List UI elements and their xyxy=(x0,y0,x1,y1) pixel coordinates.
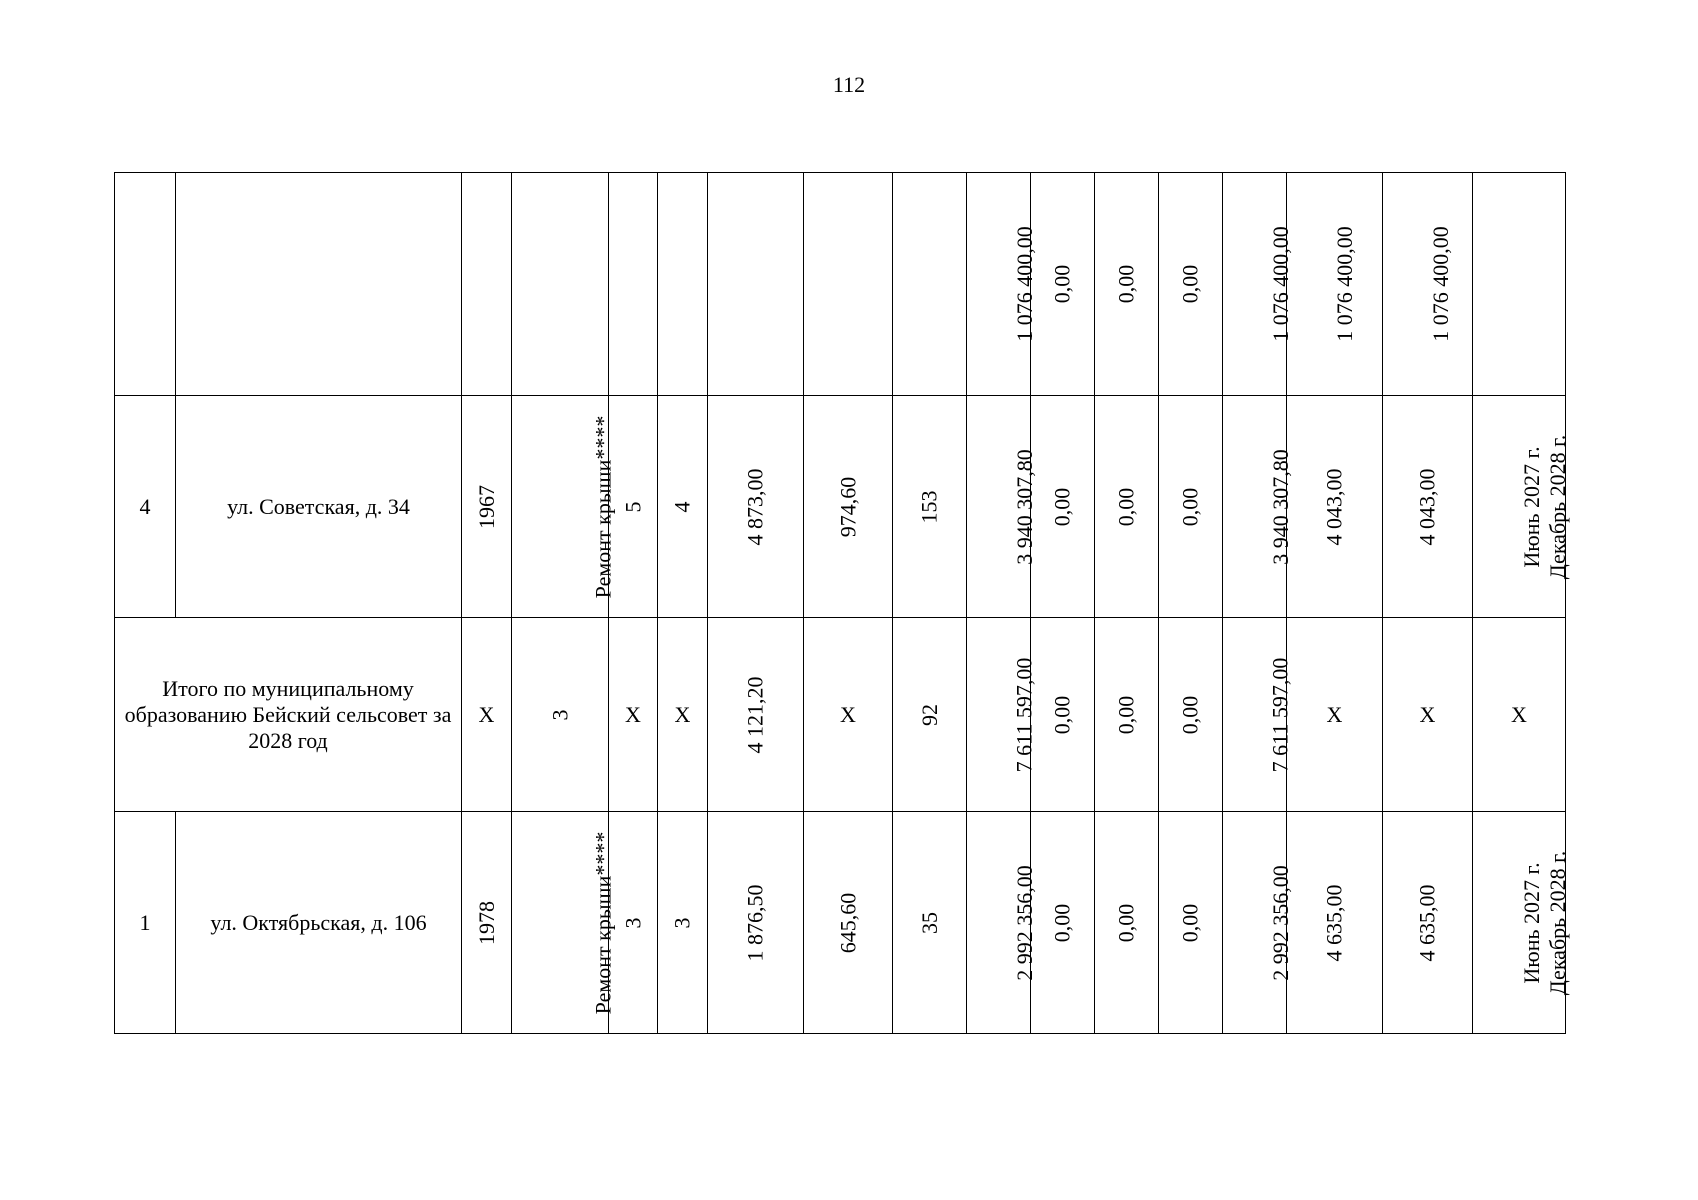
cell-cost-total: 2 992 356,00 xyxy=(967,812,1031,1034)
cell-cost-total: 3 940 307,80 xyxy=(967,396,1031,618)
cell-limit-cost: X xyxy=(1383,618,1473,812)
cell-cost-total: 7 611 597,00 xyxy=(967,618,1031,812)
cell-fund-regional: 0,00 xyxy=(1095,173,1159,396)
cell-fund-local: 0,00 xyxy=(1159,618,1223,812)
cell-area-total: 4 121,20 xyxy=(708,618,804,812)
cell-fund-federal: 0,00 xyxy=(1031,618,1095,812)
cell-cost-total: 1 076 400,00 xyxy=(967,173,1031,396)
cell-area-living: 974,60 xyxy=(804,396,893,618)
table-row xyxy=(115,812,1566,1034)
cell-num: 4 xyxy=(115,396,176,618)
cell-entrances xyxy=(658,173,708,396)
cell-area-living: 645,60 xyxy=(804,812,893,1034)
cell-fund-federal: 0,00 xyxy=(1031,812,1095,1034)
cell-area-living xyxy=(804,173,893,396)
cell-fund-federal: 0,00 xyxy=(1031,396,1095,618)
cell-unit-cost: X xyxy=(1287,618,1383,812)
period-end: Декабрь 2028 г. xyxy=(1545,434,1571,579)
cell-num: 1 xyxy=(115,812,176,1034)
cell-fund-owners: 2 992 356,00 xyxy=(1223,812,1287,1034)
table-row-subtotal xyxy=(115,618,1566,812)
cell-fund-local: 0,00 xyxy=(1159,812,1223,1034)
cell-fund-owners: 3 940 307,80 xyxy=(1223,396,1287,618)
cell-residents: 92 xyxy=(893,618,967,812)
table-row xyxy=(115,396,1566,618)
cell-period xyxy=(1473,812,1571,1034)
cell-fund-regional: 0,00 xyxy=(1095,812,1159,1034)
cell-area-living: X xyxy=(804,618,893,812)
cell-limit-cost: 1 076 400,00 xyxy=(1383,173,1473,396)
cell-residents: 153 xyxy=(893,396,967,618)
cell-floors: X xyxy=(609,618,658,812)
cell-period xyxy=(1473,396,1571,618)
cell-fund-owners: 7 611 597,00 xyxy=(1223,618,1287,812)
cell-residents xyxy=(893,173,967,396)
cell-fund-local: 0,00 xyxy=(1159,396,1223,618)
cell-area-total: 1 876,50 xyxy=(708,812,804,1034)
cell-work xyxy=(512,173,609,396)
cell-year: 1978 xyxy=(462,812,512,1034)
cell-fund-local: 0,00 xyxy=(1159,173,1223,396)
cell-unit-cost: 4 043,00 xyxy=(1287,396,1383,618)
cell-address: ул. Советская, д. 34 xyxy=(176,396,462,618)
page-number: 112 xyxy=(832,72,866,97)
cell-limit-cost: 4 635,00 xyxy=(1383,812,1473,1034)
cell-subtotal-label: Итого по муниципальному образованию Бейский сельсовет за 2028 год xyxy=(115,618,462,812)
cell-address xyxy=(176,173,462,396)
cell-entrances: 4 xyxy=(658,396,708,618)
cell-year xyxy=(462,173,512,396)
cell-year: X xyxy=(462,618,512,812)
period-end: Декабрь 2028 г. xyxy=(1545,850,1571,995)
cell-work: 3 xyxy=(512,618,609,812)
repair-program-table xyxy=(114,172,1571,1034)
cell-entrances: 3 xyxy=(658,812,708,1034)
cell-fund-regional: 0,00 xyxy=(1095,396,1159,618)
cell-floors xyxy=(609,173,658,396)
cell-area-total xyxy=(708,173,804,396)
cell-fund-owners: 1 076 400,00 xyxy=(1223,173,1287,396)
cell-address: ул. Октябрьская, д. 106 xyxy=(176,812,462,1034)
cell-limit-cost: 4 043,00 xyxy=(1383,396,1473,618)
cell-fund-federal: 0,00 xyxy=(1031,173,1095,396)
cell-period: X xyxy=(1473,618,1566,812)
cell-area-total: 4 873,00 xyxy=(708,396,804,618)
cell-residents: 35 xyxy=(893,812,967,1034)
cell-period xyxy=(1473,173,1566,396)
cell-year: 1967 xyxy=(462,396,512,618)
period-start: Июнь 2027 г. xyxy=(1519,861,1545,984)
cell-num xyxy=(115,173,176,396)
cell-entrances: X xyxy=(658,618,708,812)
cell-work: Ремонт крыши**** xyxy=(512,396,609,618)
period-start: Июнь 2027 г. xyxy=(1519,445,1545,568)
cell-floors: 5 xyxy=(609,396,658,618)
cell-floors: 3 xyxy=(609,812,658,1034)
cell-unit-cost: 4 635,00 xyxy=(1287,812,1383,1034)
cell-work: Ремонт крыши**** xyxy=(512,812,609,1034)
cell-fund-regional: 0,00 xyxy=(1095,618,1159,812)
table-row xyxy=(115,173,1566,396)
cell-unit-cost: 1 076 400,00 xyxy=(1287,173,1383,396)
